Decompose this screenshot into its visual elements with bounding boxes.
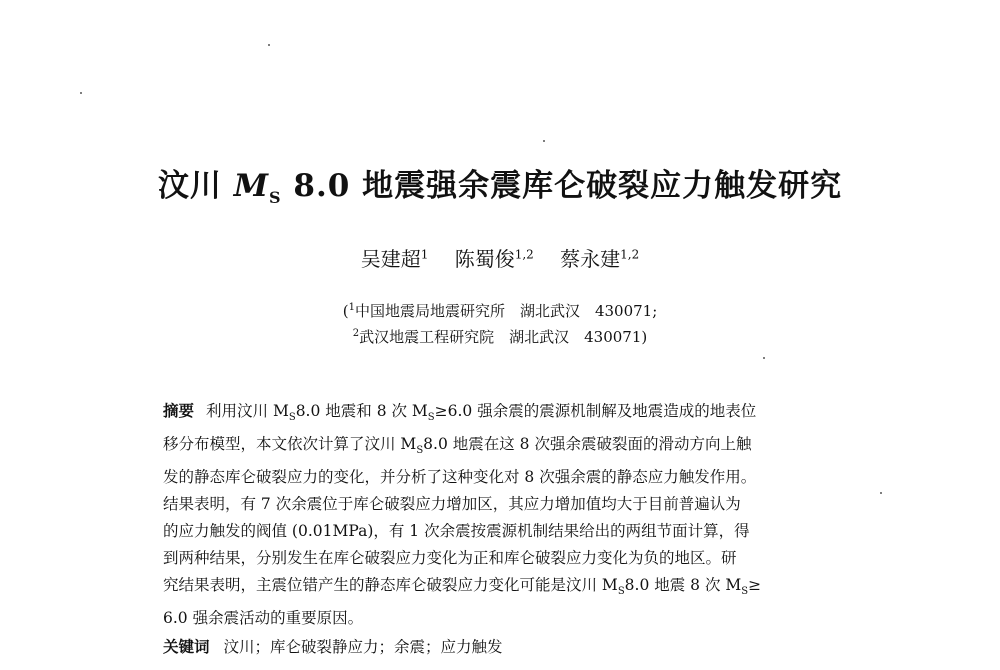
abstract-line: 到两种结果，分别发生在库仑破裂应力变化为正和库仑破裂应力变化为负的地区。研 <box>163 549 737 568</box>
scan-speck <box>268 44 270 46</box>
abstract-label: 摘要 <box>163 401 195 420</box>
scan-speck <box>880 492 882 494</box>
abstract-line: 发的静态库仑破裂应力的变化，并分析了这种变化对 8 次强余震的静态应力触发作用。 <box>163 468 757 487</box>
scan-speck <box>763 357 765 359</box>
abstract-line: 摘要 利用汶川 $M_S8.0$ 地震和 8 次 $M_S\ge 6.0$ 强余震的震源机制解及地震造成的地表位 <box>163 401 757 424</box>
keywords-text: 汶川；库仑破裂静应力；余震；应力触发 <box>223 638 503 656</box>
scan-speck <box>543 140 545 142</box>
abstract-line: 结果表明，有 7 次余震位于库仑破裂应力增加区，其应力增加值均大于目前普遍认为 <box>163 495 741 514</box>
keywords-label: 关键词 <box>163 637 210 656</box>
abstract <box>163 397 843 632</box>
keywords <box>163 635 503 657</box>
author: 吴建超$^1$ <box>360 247 429 271</box>
abstract-line: 的应力触发的阀值 (0.01MPa)，有 1 次余震按震源机制结果给出的两组节面计算，得 <box>163 522 750 541</box>
scan-speck <box>80 92 82 94</box>
author: 蔡永建$^{1,2}$ <box>560 247 640 271</box>
author: 陈蜀俊$^{1,2}$ <box>454 247 534 271</box>
paper-title: 汶川 $M_S$ 8.0 地震强余震库仑破裂应力触发研究 <box>157 168 843 208</box>
abstract-line: 究结果表明，主震位错产生的静态库仑破裂应力变化可能是汶川 $M_S8.0$ 地震 8 次 $M_S\ge$ <box>163 576 762 598</box>
author-list <box>0 243 1000 272</box>
affiliation-1: ($^1$中国地震局地震研究所 湖北武汉 430071; <box>342 302 658 320</box>
abstract-line: 移分布模型，本文依次计算了汶川 $M_S8.0$ 地震在这 8 次强余震破裂面的滑动方向上触 <box>163 435 752 457</box>
affiliation-2: $^2$武汉地震工程研究院 湖北武汉 430071) <box>352 328 648 346</box>
abstract-line: 6.0 强余震活动的重要原因。 <box>163 609 364 628</box>
